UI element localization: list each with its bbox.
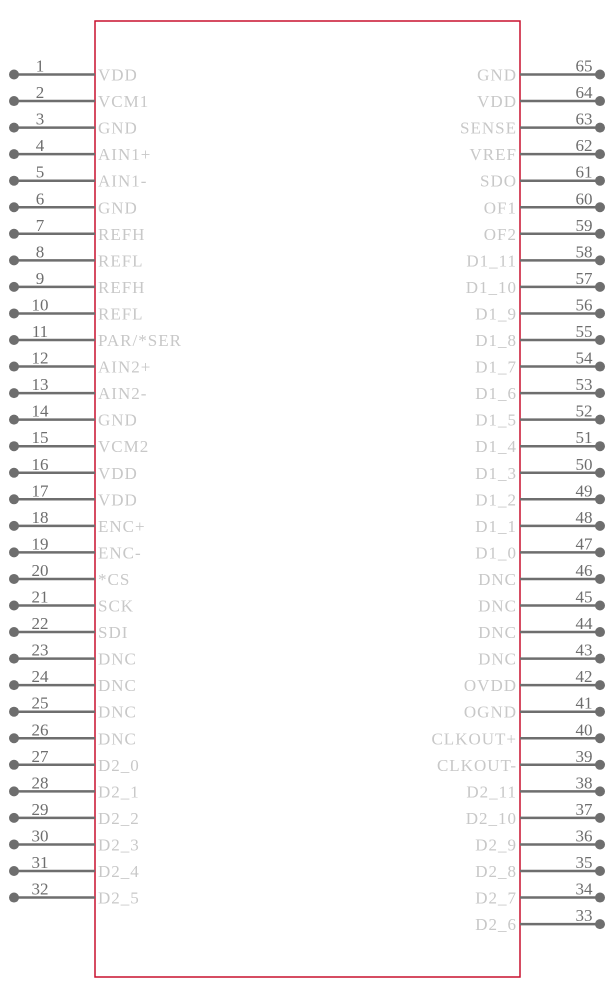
- pin-number: 19: [31, 534, 49, 554]
- pin-number: 45: [575, 587, 593, 607]
- pin-endpoint-dot-icon[interactable]: [9, 680, 19, 690]
- pin-number: 64: [575, 83, 593, 103]
- pin-21[interactable]: [9, 588, 134, 616]
- pin-label: REFH: [98, 277, 146, 297]
- pin-6[interactable]: [9, 189, 138, 217]
- pin-27[interactable]: [9, 747, 140, 775]
- pin-label: D2_10: [465, 808, 517, 828]
- pin-12[interactable]: [9, 349, 151, 377]
- pin-59[interactable]: [484, 216, 605, 244]
- pin-number: 54: [575, 348, 593, 368]
- pin-label: AIN1-: [98, 171, 148, 191]
- pin-endpoint-dot-icon[interactable]: [595, 866, 605, 876]
- pin-endpoint-dot-icon[interactable]: [595, 282, 605, 292]
- pin-55[interactable]: [475, 322, 605, 350]
- pin-endpoint-dot-icon[interactable]: [595, 229, 605, 239]
- pin-20[interactable]: [9, 561, 130, 589]
- pin-number: 51: [575, 428, 593, 448]
- pin-label: OF2: [483, 224, 517, 244]
- pin-label: REFL: [98, 251, 144, 271]
- pin-label: SCK: [98, 596, 135, 616]
- pin-number: 26: [31, 720, 49, 740]
- pin-number: 62: [575, 136, 593, 156]
- pin-endpoint-dot-icon[interactable]: [595, 308, 605, 318]
- pin-number: 50: [575, 454, 593, 474]
- pin-endpoint-dot-icon[interactable]: [595, 786, 605, 796]
- pin-endpoint-dot-icon[interactable]: [9, 229, 19, 239]
- pin-endpoint-dot-icon[interactable]: [595, 839, 605, 849]
- pin-number: 36: [575, 826, 593, 846]
- pin-number: 14: [31, 401, 49, 421]
- pin-label: D2_9: [475, 835, 517, 855]
- pin-label: DNC: [478, 623, 517, 643]
- pin-7[interactable]: [9, 216, 145, 244]
- pin-61[interactable]: [480, 163, 605, 191]
- pin-label: DNC: [98, 702, 137, 722]
- pin-label: VDD: [98, 490, 138, 510]
- pin-number: 20: [31, 560, 49, 580]
- pin-label: OGND: [463, 702, 517, 722]
- pin-endpoint-dot-icon[interactable]: [595, 96, 605, 106]
- pin-label: VCM2: [98, 437, 150, 457]
- pin-endpoint-dot-icon[interactable]: [595, 494, 605, 504]
- pin-endpoint-dot-icon[interactable]: [9, 786, 19, 796]
- pin-label: VDD: [477, 92, 517, 112]
- pin-number: 43: [575, 640, 593, 660]
- pin-number: 15: [31, 428, 49, 448]
- pin-endpoint-dot-icon[interactable]: [595, 813, 605, 823]
- pin-number: 31: [31, 853, 49, 872]
- pin-endpoint-dot-icon[interactable]: [595, 893, 605, 903]
- pin-41[interactable]: [464, 694, 605, 722]
- pin-endpoint-dot-icon[interactable]: [9, 149, 19, 159]
- pin-number: 65: [575, 56, 593, 76]
- pin-endpoint-dot-icon[interactable]: [595, 441, 605, 451]
- pin-endpoint-dot-icon[interactable]: [9, 362, 19, 372]
- pin-endpoint-dot-icon[interactable]: [9, 574, 19, 584]
- pin-label: SDI: [98, 623, 129, 643]
- pin-49[interactable]: [475, 481, 605, 509]
- pin-endpoint-dot-icon[interactable]: [9, 521, 19, 531]
- pin-64[interactable]: [477, 83, 605, 111]
- pin-number: 46: [575, 560, 593, 580]
- pin-endpoint-dot-icon[interactable]: [595, 149, 605, 159]
- pin-number: 22: [31, 614, 49, 634]
- pin-number: 61: [575, 162, 593, 182]
- pin-label: VREF: [469, 145, 517, 165]
- pin-endpoint-dot-icon[interactable]: [9, 654, 19, 664]
- pin-endpoint-dot-icon[interactable]: [9, 282, 19, 292]
- pin-endpoint-dot-icon[interactable]: [9, 893, 19, 903]
- pin-47[interactable]: [475, 534, 605, 562]
- pin-number: 10: [31, 295, 49, 315]
- pin-label: D2_6: [475, 915, 517, 935]
- pin-number: 18: [31, 507, 49, 527]
- pin-label: SENSE: [460, 118, 517, 138]
- pin-number: 12: [31, 348, 49, 368]
- pin-label: DNC: [98, 649, 137, 669]
- pin-number: 40: [575, 720, 593, 740]
- pin-label: GND: [477, 65, 517, 85]
- pin-label: SDO: [479, 171, 517, 191]
- pin-endpoint-dot-icon[interactable]: [595, 707, 605, 717]
- pin-endpoint-dot-icon[interactable]: [595, 680, 605, 690]
- pin-label: AIN1+: [98, 145, 152, 165]
- pin-endpoint-dot-icon[interactable]: [9, 335, 19, 345]
- pin-number: 25: [31, 693, 49, 713]
- pin-number: 16: [31, 454, 49, 474]
- pin-34[interactable]: [475, 880, 605, 908]
- pin-number: 6: [35, 189, 45, 209]
- pin-42[interactable]: [464, 667, 605, 695]
- pin-number: 44: [575, 614, 593, 634]
- pin-label: DNC: [478, 569, 517, 589]
- pin-32[interactable]: [9, 880, 140, 908]
- pin-number: 33: [575, 906, 593, 926]
- pin-label: D1_1: [475, 516, 517, 536]
- pin-number: 27: [31, 746, 49, 766]
- pin-62[interactable]: [470, 136, 605, 164]
- pin-endpoint-dot-icon[interactable]: [595, 760, 605, 770]
- pin-label: D1_7: [475, 357, 517, 377]
- pin-endpoint-dot-icon[interactable]: [9, 707, 19, 717]
- pin-label: VCM1: [98, 92, 150, 112]
- pin-endpoint-dot-icon[interactable]: [595, 733, 605, 743]
- pin-label: D2_2: [98, 808, 140, 828]
- pin-1[interactable]: [9, 57, 138, 85]
- pin-65[interactable]: [477, 57, 605, 85]
- pin-number: 8: [35, 242, 45, 262]
- pin-23[interactable]: [9, 641, 137, 669]
- pin-number: 9: [35, 268, 45, 288]
- pin-number: 28: [31, 773, 49, 793]
- pin-35[interactable]: [475, 853, 605, 881]
- pin-14[interactable]: [9, 402, 138, 430]
- pin-label: D2_3: [98, 835, 140, 855]
- pin-53[interactable]: [475, 375, 605, 403]
- pin-endpoint-dot-icon[interactable]: [9, 308, 19, 318]
- pin-number: 1: [35, 56, 45, 76]
- pin-37[interactable]: [466, 800, 605, 828]
- pin-label: ENC-: [98, 543, 142, 563]
- pin-label: VDD: [98, 463, 138, 483]
- pin-4[interactable]: [9, 136, 151, 164]
- pin-2[interactable]: [9, 83, 149, 111]
- pin-29[interactable]: [9, 800, 140, 828]
- pin-40[interactable]: [431, 720, 605, 748]
- pin-60[interactable]: [484, 189, 605, 217]
- pin-52[interactable]: [475, 402, 605, 430]
- pin-number: 37: [575, 799, 593, 819]
- pin-number: 49: [575, 481, 593, 501]
- pin-number: 38: [575, 773, 593, 793]
- pin-label: VDD: [98, 65, 138, 85]
- pin-number: 17: [31, 481, 49, 501]
- pin-label: AIN2-: [98, 384, 148, 404]
- pin-number: 23: [31, 640, 49, 660]
- pin-number: 59: [575, 215, 593, 235]
- pin-endpoint-dot-icon[interactable]: [595, 627, 605, 637]
- pin-48[interactable]: [475, 508, 605, 536]
- pin-endpoint-dot-icon[interactable]: [9, 760, 19, 770]
- pin-endpoint-dot-icon[interactable]: [9, 494, 19, 504]
- pin-13[interactable]: [9, 375, 147, 403]
- pin-17[interactable]: [9, 481, 138, 509]
- pin-50[interactable]: [475, 455, 605, 483]
- pin-31[interactable]: [9, 853, 140, 881]
- pin-38[interactable]: [466, 773, 605, 801]
- pin-label: D2_1: [98, 782, 140, 802]
- pin-label: D1_11: [466, 251, 517, 271]
- pin-25[interactable]: [9, 694, 137, 722]
- pin-number: 11: [31, 322, 49, 341]
- pin-label: D2_0: [98, 755, 140, 775]
- pin-label: DNC: [478, 649, 517, 669]
- pin-label: D2_5: [98, 888, 140, 908]
- pin-63[interactable]: [460, 110, 605, 138]
- pin-number: 63: [575, 109, 593, 129]
- pin-number: 5: [35, 162, 45, 182]
- pin-number: 53: [575, 375, 593, 395]
- pin-endpoint-dot-icon[interactable]: [9, 733, 19, 743]
- pin-24[interactable]: [9, 667, 137, 695]
- pin-label: ENC+: [98, 516, 146, 536]
- pin-label: AIN2+: [98, 357, 152, 377]
- pin-number: 13: [31, 375, 49, 395]
- pin-label: D1_4: [475, 437, 517, 457]
- pin-56[interactable]: [475, 295, 605, 323]
- pin-9[interactable]: [9, 269, 145, 297]
- pin-endpoint-dot-icon[interactable]: [595, 255, 605, 265]
- pin-label: CLKOUT+: [431, 729, 517, 749]
- pin-endpoint-dot-icon[interactable]: [595, 70, 605, 80]
- pin-endpoint-dot-icon[interactable]: [595, 415, 605, 425]
- pin-label: D1_3: [475, 463, 517, 483]
- pin-28[interactable]: [9, 773, 140, 801]
- pin-label: D2_11: [466, 782, 517, 802]
- pin-45[interactable]: [478, 588, 605, 616]
- pin-18[interactable]: [9, 508, 146, 536]
- pin-57[interactable]: [466, 269, 605, 297]
- pin-endpoint-dot-icon[interactable]: [595, 176, 605, 186]
- pin-endpoint-dot-icon[interactable]: [9, 255, 19, 265]
- pin-8[interactable]: [9, 242, 144, 270]
- pin-number: 30: [31, 826, 49, 846]
- pin-30[interactable]: [9, 826, 140, 854]
- pin-44[interactable]: [478, 614, 605, 642]
- pin-endpoint-dot-icon[interactable]: [9, 96, 19, 106]
- pin-label: CLKOUT-: [436, 755, 517, 775]
- pin-label: D1_8: [475, 331, 517, 350]
- pin-endpoint-dot-icon[interactable]: [595, 335, 605, 345]
- pin-22[interactable]: [9, 614, 128, 642]
- pin-10[interactable]: [9, 295, 144, 323]
- pin-endpoint-dot-icon[interactable]: [595, 919, 605, 929]
- pin-label: DNC: [98, 676, 137, 696]
- pin-endpoint-dot-icon[interactable]: [9, 468, 19, 478]
- pin-number: 4: [35, 136, 45, 156]
- pin-label: D1_6: [475, 384, 517, 404]
- pin-endpoint-dot-icon[interactable]: [595, 123, 605, 133]
- pin-label: PAR/*SER: [98, 331, 182, 350]
- pin-endpoint-dot-icon[interactable]: [595, 362, 605, 372]
- pin-endpoint-dot-icon[interactable]: [9, 813, 19, 823]
- pin-46[interactable]: [478, 561, 605, 589]
- pin-endpoint-dot-icon[interactable]: [595, 574, 605, 584]
- pin-endpoint-dot-icon[interactable]: [595, 547, 605, 557]
- pin-43[interactable]: [478, 641, 605, 669]
- pin-number: 52: [575, 401, 593, 421]
- pin-number: 42: [575, 667, 593, 687]
- pin-number: 57: [575, 268, 593, 288]
- pin-endpoint-dot-icon[interactable]: [9, 388, 19, 398]
- pin-label: GND: [98, 198, 138, 218]
- pin-endpoint-dot-icon[interactable]: [9, 441, 19, 451]
- pin-39[interactable]: [437, 747, 605, 775]
- pin-endpoint-dot-icon[interactable]: [9, 70, 19, 80]
- component-body: [95, 21, 520, 977]
- pin-endpoint-dot-icon[interactable]: [9, 866, 19, 876]
- pin-endpoint-dot-icon[interactable]: [9, 202, 19, 212]
- pin-endpoint-dot-icon[interactable]: [9, 415, 19, 425]
- pin-endpoint-dot-icon[interactable]: [9, 839, 19, 849]
- pin-label: REFL: [98, 304, 144, 324]
- pin-number: 3: [35, 109, 45, 129]
- pin-endpoint-dot-icon[interactable]: [595, 654, 605, 664]
- pin-label: REFH: [98, 224, 146, 244]
- pin-label: *CS: [98, 569, 131, 589]
- pin-endpoint-dot-icon[interactable]: [9, 176, 19, 186]
- pin-19[interactable]: [9, 534, 142, 562]
- pin-endpoint-dot-icon[interactable]: [595, 601, 605, 611]
- pin-number: 48: [575, 507, 593, 527]
- right-pin-group: [431, 57, 605, 935]
- pin-label: D1_10: [465, 277, 517, 297]
- pin-54[interactable]: [475, 349, 605, 377]
- pin-endpoint-dot-icon[interactable]: [595, 388, 605, 398]
- pin-58[interactable]: [466, 242, 605, 270]
- pin-label: GND: [98, 410, 138, 430]
- pin-number: 29: [31, 799, 49, 819]
- pin-number: 34: [575, 879, 593, 899]
- pin-number: 2: [35, 83, 45, 103]
- pin-5[interactable]: [9, 163, 147, 191]
- pin-number: 7: [35, 215, 45, 235]
- pin-label: D2_8: [475, 862, 517, 881]
- pin-26[interactable]: [9, 720, 137, 748]
- pin-number: 41: [575, 693, 593, 713]
- pin-number: 47: [575, 534, 593, 554]
- pin-label: D1_9: [475, 304, 517, 324]
- pin-endpoint-dot-icon[interactable]: [595, 468, 605, 478]
- pin-label: GND: [98, 118, 138, 138]
- pin-51[interactable]: [475, 428, 605, 456]
- pin-label: DNC: [478, 596, 517, 616]
- pin-label: D1_5: [475, 410, 517, 430]
- pin-label: D1_2: [475, 490, 517, 510]
- pin-endpoint-dot-icon[interactable]: [9, 547, 19, 557]
- pin-endpoint-dot-icon[interactable]: [595, 521, 605, 531]
- pin-label: D2_4: [98, 862, 140, 881]
- pin-3[interactable]: [9, 110, 138, 138]
- pin-number: 32: [31, 879, 49, 899]
- pin-endpoint-dot-icon[interactable]: [595, 202, 605, 212]
- pin-number: 39: [575, 746, 593, 766]
- pin-number: 58: [575, 242, 593, 262]
- pin-number: 56: [575, 295, 593, 315]
- pin-15[interactable]: [9, 428, 149, 456]
- pin-number: 60: [575, 189, 593, 209]
- pin-16[interactable]: [9, 455, 138, 483]
- pin-number: 55: [575, 322, 593, 341]
- pin-endpoint-dot-icon[interactable]: [9, 627, 19, 637]
- pin-label: D2_7: [475, 888, 517, 908]
- pin-label: OF1: [483, 198, 517, 218]
- pin-endpoint-dot-icon[interactable]: [9, 123, 19, 133]
- pin-number: 21: [31, 587, 49, 607]
- pin-36[interactable]: [475, 826, 605, 854]
- pin-33[interactable]: [475, 906, 605, 934]
- pin-label: D1_0: [475, 543, 517, 563]
- pin-label: DNC: [98, 729, 137, 749]
- pin-number: 35: [575, 853, 593, 872]
- pin-label: OVDD: [463, 676, 517, 696]
- pin-number: 24: [31, 667, 49, 687]
- pin-endpoint-dot-icon[interactable]: [9, 601, 19, 611]
